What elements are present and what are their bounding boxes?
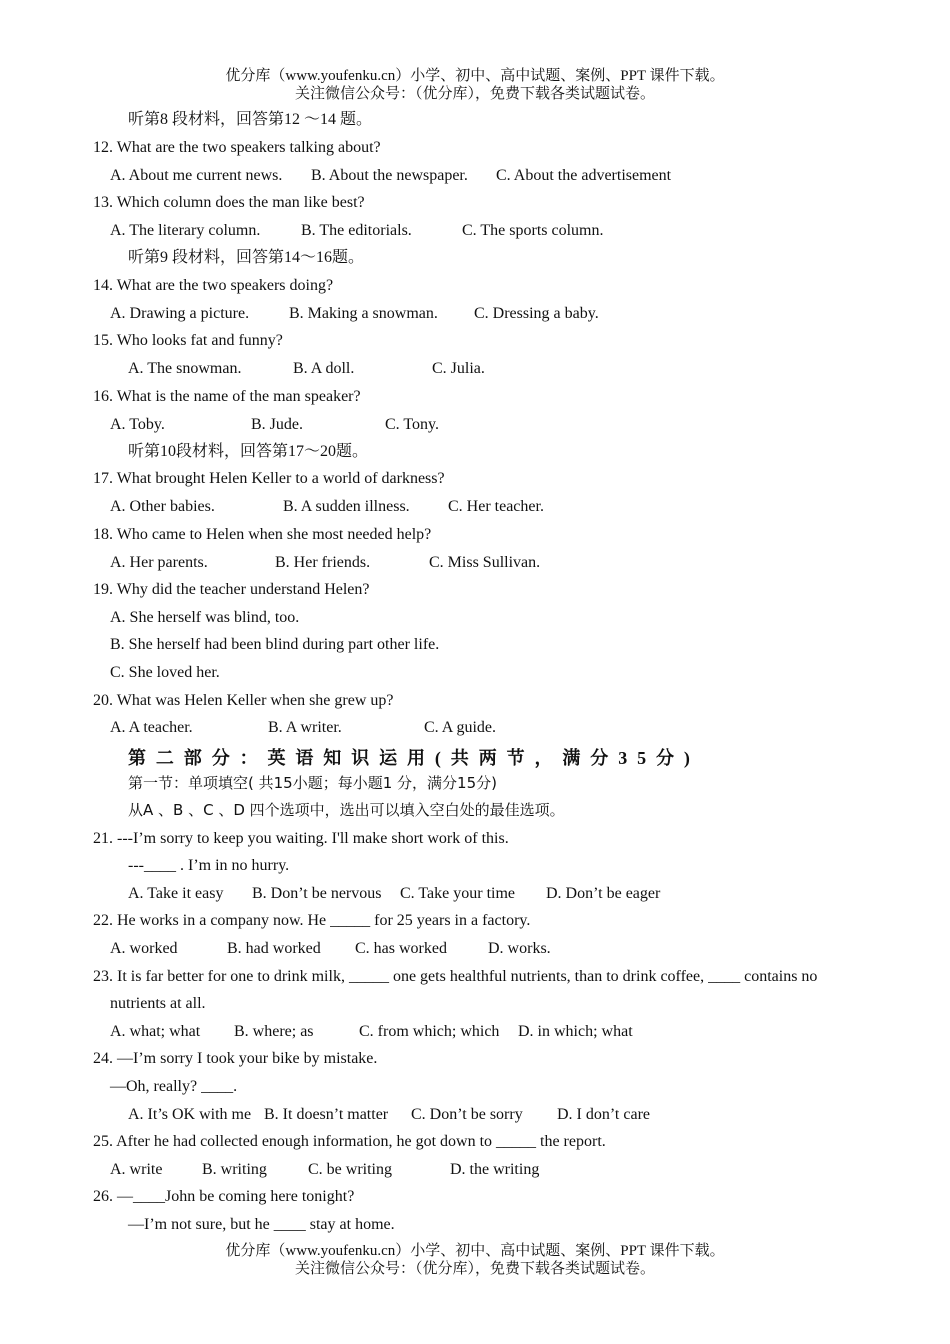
option-24-a: A. It’s OK with me	[128, 1106, 252, 1123]
option-18-c: C. Miss Sullivan.	[429, 554, 541, 571]
option-21-b: B. Don’t be nervous	[252, 885, 382, 902]
option-13-a: A. The literary column.	[110, 222, 261, 239]
question-14: 14. What are the two speakers doing?	[93, 277, 334, 294]
question-21: 21. ---I’m sorry to keep you waiting. I'll make short work of this.	[93, 830, 509, 847]
option-16-b: B. Jude.	[251, 416, 303, 433]
option-25-d: D. the writing	[450, 1161, 540, 1178]
option-19-a: A. She herself was blind, too.	[110, 609, 300, 626]
header-line-1: 优分库（www.youfenku.cn）小学、初中、高中试题、案例、PPT 课件下载。	[225, 68, 725, 84]
option-25-b: B. writing	[202, 1161, 267, 1178]
option-18-b: B. Her friends.	[275, 554, 371, 571]
option-17-a: A. Other babies.	[110, 498, 215, 515]
option-24-b: B. It doesn’t matter	[264, 1106, 389, 1123]
option-14-c: C. Dressing a baby.	[474, 305, 599, 322]
options-12	[110, 166, 671, 186]
options-14	[110, 304, 599, 324]
option-15-a: A. The snowman.	[128, 360, 242, 377]
option-22-a: A. worked	[110, 940, 178, 957]
option-22-c: C. has worked	[355, 940, 447, 957]
option-17-c: C. Her teacher.	[448, 498, 544, 515]
options-18	[110, 553, 540, 573]
instruction-section-10: 听第10段材料，回答第17～20题。	[128, 443, 369, 460]
section-1-instruction: 从A 、B 、C 、D 四个选项中，选出可以填入空白处的最佳选项。	[128, 801, 565, 819]
question-23-continued: nutrients at all.	[110, 995, 206, 1012]
footer-line-2: 关注微信公众号：（优分库），免费下载各类试题试卷。	[294, 1261, 655, 1277]
options-25	[110, 1160, 539, 1180]
option-16-a: A. Toby.	[110, 416, 165, 433]
option-22-d: D. works.	[488, 940, 551, 957]
question-25: 25. After he had collected enough information, he got down to _____ the report.	[93, 1133, 606, 1150]
part-2-title: 第二部分：英语知识运用(共两节，满分35分)	[128, 748, 700, 768]
instruction-section-8: 听第8 段材料，回答第12 ～14 题。	[128, 111, 373, 128]
options-20	[110, 718, 496, 738]
option-13-c: C. The sports column.	[462, 222, 604, 239]
question-26: 26. —____John be coming here tonight?	[93, 1188, 355, 1205]
question-26-reply: —I’m not sure, but he ____ stay at home.	[128, 1216, 395, 1233]
options-13	[110, 221, 603, 241]
option-23-c: C. from which; which	[359, 1023, 500, 1040]
question-23: 23. It is far better for one to drink milk, _____ one gets healthful nutrients, than to drink coffee, ____ contains no	[93, 968, 818, 985]
option-22-b: B. had worked	[227, 940, 321, 957]
question-19: 19. Why did the teacher understand Helen?	[93, 581, 370, 598]
option-17-b: B. A sudden illness.	[283, 498, 410, 515]
option-25-a: A. write	[110, 1161, 163, 1178]
option-24-d: D. I don’t care	[557, 1106, 650, 1123]
question-24: 24. —I’m sorry I took your bike by mistake.	[93, 1050, 378, 1067]
question-15: 15. Who looks fat and funny?	[93, 332, 283, 349]
option-12-b: B. About the newspaper.	[311, 167, 468, 184]
option-25-c: C. be writing	[308, 1161, 392, 1178]
option-23-b: B. where; as	[234, 1023, 314, 1040]
option-23-a: A. what; what	[110, 1023, 201, 1040]
options-15	[128, 359, 485, 379]
option-15-b: B. A doll.	[293, 360, 355, 377]
question-24-reply: —Oh, really? ____.	[110, 1078, 238, 1095]
option-21-c: C. Take your time	[400, 885, 516, 902]
question-17: 17. What brought Helen Keller to a world of darkness?	[93, 470, 445, 487]
options-17	[110, 497, 544, 517]
options-16	[110, 415, 439, 435]
header-line-2: 关注微信公众号：（优分库），免费下载各类试题试卷。	[294, 86, 655, 102]
option-14-b: B. Making a snowman.	[289, 305, 438, 322]
question-20: 20. What was Helen Keller when she grew up?	[93, 692, 394, 709]
option-24-c: C. Don’t be sorry	[411, 1106, 523, 1123]
options-23	[110, 1022, 633, 1042]
question-18: 18. Who came to Helen when she most needed help?	[93, 526, 432, 543]
option-20-c: C. A guide.	[424, 719, 497, 736]
question-22: 22. He works in a company now. He _____ for 25 years in a factory.	[93, 912, 531, 929]
instruction-section-9: 听第9 段材料，回答第14～16题。	[128, 249, 365, 266]
option-23-d: D. in which; what	[518, 1023, 633, 1040]
option-12-c: C. About the advertisement	[496, 167, 672, 184]
option-21-d: D. Don’t be eager	[546, 885, 661, 902]
option-21-a: A. Take it easy	[128, 885, 224, 902]
options-24	[128, 1105, 650, 1125]
option-12-a: A. About me current news.	[110, 167, 283, 184]
question-12: 12. What are the two speakers talking about?	[93, 139, 381, 156]
question-16: 16. What is the name of the man speaker?	[93, 388, 361, 405]
options-21	[128, 884, 660, 904]
options-22	[110, 939, 551, 959]
option-14-a: A. Drawing a picture.	[110, 305, 250, 322]
section-1-title: 第一节：单项填空( 共15小题；每小题1 分，满分15分)	[128, 774, 497, 792]
option-13-b: B. The editorials.	[301, 222, 412, 239]
option-20-b: B. A writer.	[268, 719, 342, 736]
option-19-c: C. She loved her.	[110, 664, 220, 681]
option-18-a: A. Her parents.	[110, 554, 208, 571]
question-13: 13. Which column does the man like best?	[93, 194, 365, 211]
option-16-c: C. Tony.	[385, 416, 439, 433]
option-20-a: A. A teacher.	[110, 719, 193, 736]
option-19-b: B. She herself had been blind during part other life.	[110, 636, 440, 653]
option-15-c: C. Julia.	[432, 360, 485, 377]
footer-line-1: 优分库（www.youfenku.cn）小学、初中、高中试题、案例、PPT 课件下载。	[225, 1243, 725, 1259]
question-21-reply: ---____ . I’m in no hurry.	[128, 857, 290, 874]
